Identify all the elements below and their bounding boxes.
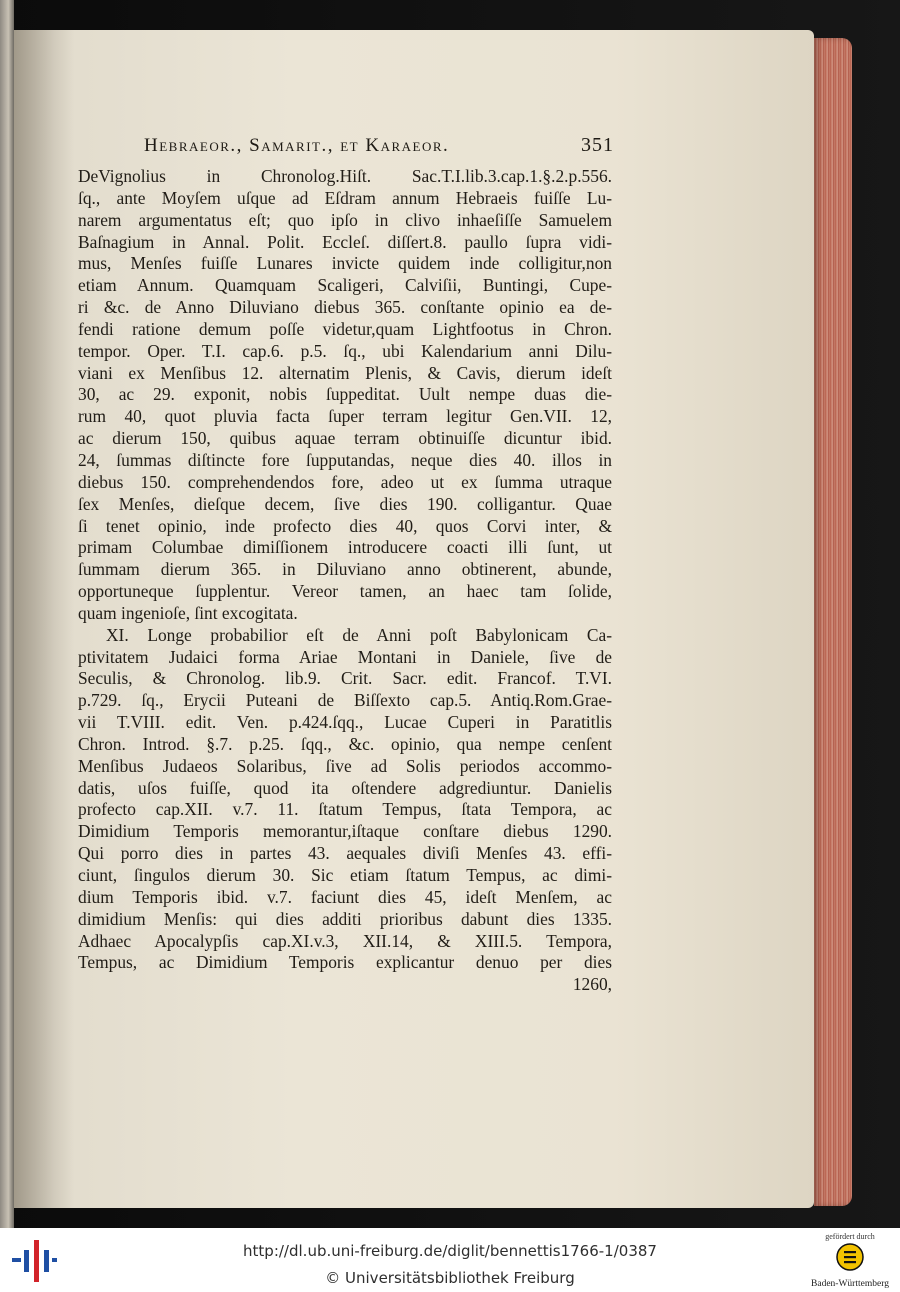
text-line: datis, uſos fuiſſe, quod ita oſtendere adgrediuntur. Danielis <box>78 777 612 798</box>
page-fore-edge <box>814 38 852 1206</box>
text-line: 24, ſummas diſtincte fore ſupputandas, neque dies 40. illos in <box>78 449 612 470</box>
text-line: Dimidium Temporis memorantur,iſtaque conſtare diebus 1290. <box>78 821 612 842</box>
previous-page-edge <box>0 0 14 1228</box>
text-line: Seculis, & Chronolog. lib.9. Crit. Sacr. edit. Francof. T.VI. <box>78 668 612 689</box>
text-line: ri &c. de Anno Diluviano diebus 365. conſtante opinio ea de- <box>78 297 612 318</box>
text-line: diebus 150. comprehendendos fore, adeo ut ex ſumma utraque <box>78 471 612 492</box>
text-line: narem argumentatus eſt; quo ipſo in clivo inhaeſiſſe Samuelem <box>78 209 612 230</box>
body-text <box>78 166 612 996</box>
text-line: profecto cap.XII. v.7. 11. ſtatum Tempus, ſtata Tempora, ac <box>78 799 612 820</box>
text-line: ſi tenet opinio, inde profecto dies 40, quos Corvi inter, & <box>78 515 612 536</box>
sponsor-name: Baden-Württemberg <box>811 1279 889 1289</box>
permalink-url[interactable]: http://dl.ub.uni-freiburg.de/diglit/bennettis1766-1/0387 <box>243 1242 657 1260</box>
text-line: ciunt, ſingulos dierum 30. Sic etiam ſtatum Tempus, ac dimi- <box>78 865 612 885</box>
text-line: viani ex Menſibus 12. alternatim Plenis, & Cavis, dierum ideſt <box>78 362 612 383</box>
text-line: ptivitatem Judaici forma Ariae Montani in Daniele, ſive de <box>78 646 612 667</box>
text-line: rum 40, quot pluvia facta ſuper terram legitur Gen.VII. 12, <box>78 406 612 427</box>
book <box>14 22 852 1210</box>
baden-wuerttemberg-seal-icon <box>836 1243 864 1271</box>
text-line: tempor. Oper. T.I. cap.6. p.5. ſq., ubi Kalendarium anni Dilu- <box>78 340 612 361</box>
running-head <box>144 134 614 157</box>
text-line: 30, ac 29. exponit, nobis ſuppeditat. Uult nempe duas die- <box>78 384 612 405</box>
text-line: quam ingenioſe, ſint excogitata. <box>78 602 298 623</box>
text-line: fendi ratione demum poſſe videtur,quam Lightfootus in Chron. <box>78 318 612 339</box>
sponsor-block <box>804 1230 896 1290</box>
text-line: Chron. Introd. §.7. p.25. ſqq., &c. opinio, qua nempe cenſent <box>78 733 612 754</box>
running-head-title: Hebraeor., Samarit., et Karaeor. <box>144 135 450 156</box>
sponsor-caption: gefördert durch <box>825 1232 875 1241</box>
text-line: p.729. ſq., Erycii Puteani de Biſſexto cap.5. Antiq.Rom.Grae- <box>78 690 612 711</box>
text-line: ac dierum 150, quibus aquae terram obtinuiſſe dicuntur ibid. <box>78 428 612 449</box>
text-line: vii T.VIII. edit. Ven. p.424.ſqq., Lucae Cuperi in Paratitlis <box>78 712 612 733</box>
catchword: 1260, <box>572 974 612 995</box>
copyright-notice: © Universitätsbibliothek Freiburg <box>325 1269 575 1287</box>
text-line: opportuneque ſupplentur. Vereor tamen, an haec tam ſolide, <box>78 581 612 602</box>
text-line: DeVignolius in Chronolog.Hiſt. Sac.T.I.lib.3.cap.1.§.2.p.556. <box>78 166 612 186</box>
page-number: 351 <box>581 134 614 156</box>
text-line: ſex Menſes, dieſque decem, ſive dies 190. colligantur. Quae <box>78 493 612 514</box>
text-line: Tempus, ac Dimidium Temporis explicantur denuo per dies <box>78 952 612 973</box>
text-line: Menſibus Judaeos Solaribus, ſive ad Solis periodos accommo- <box>78 755 612 776</box>
text-line: mus, Menſes fuiſſe Lunares invicte quidem inde colligitur,non <box>78 253 612 274</box>
text-line: Qui porro dies in partes 43. aequales diviſi Menſes 43. effi- <box>78 843 612 864</box>
text-line: Adhaec Apocalypſis cap.XI.v.3, XII.14, & XIII.5. Tempora, <box>78 930 612 951</box>
gutter-shadow <box>14 30 74 1208</box>
text-line: Baſnagium in Annal. Polit. Eccleſ. diſſert.8. paullo ſupra vidi- <box>78 231 612 252</box>
viewer-footer <box>0 1228 900 1292</box>
text-line: ſq., ante Moyſem uſque ad Eſdram annum Hebraeis fuiſſe Lu- <box>78 187 612 208</box>
text-line: etiam Annum. Quamquam Scaligeri, Calviſii, Buntingi, Cupe- <box>78 275 612 296</box>
text-line: dium Temporis ibid. v.7. faciunt dies 45, ideſt Menſem, ac <box>78 886 612 907</box>
text-line: XI. Longe probabilior eſt de Anni poſt Babylonicam Ca- <box>106 624 612 645</box>
text-line: dimidium Menſis: qui dies additi prioribus dabunt dies 1335. <box>78 908 612 929</box>
text-line: ſummam dierum 365. in Diluviano anno obtinerent, abunde, <box>78 559 612 580</box>
text-line: primam Columbae dimiſſionem introducere coacti illi ſunt, ut <box>78 537 612 558</box>
